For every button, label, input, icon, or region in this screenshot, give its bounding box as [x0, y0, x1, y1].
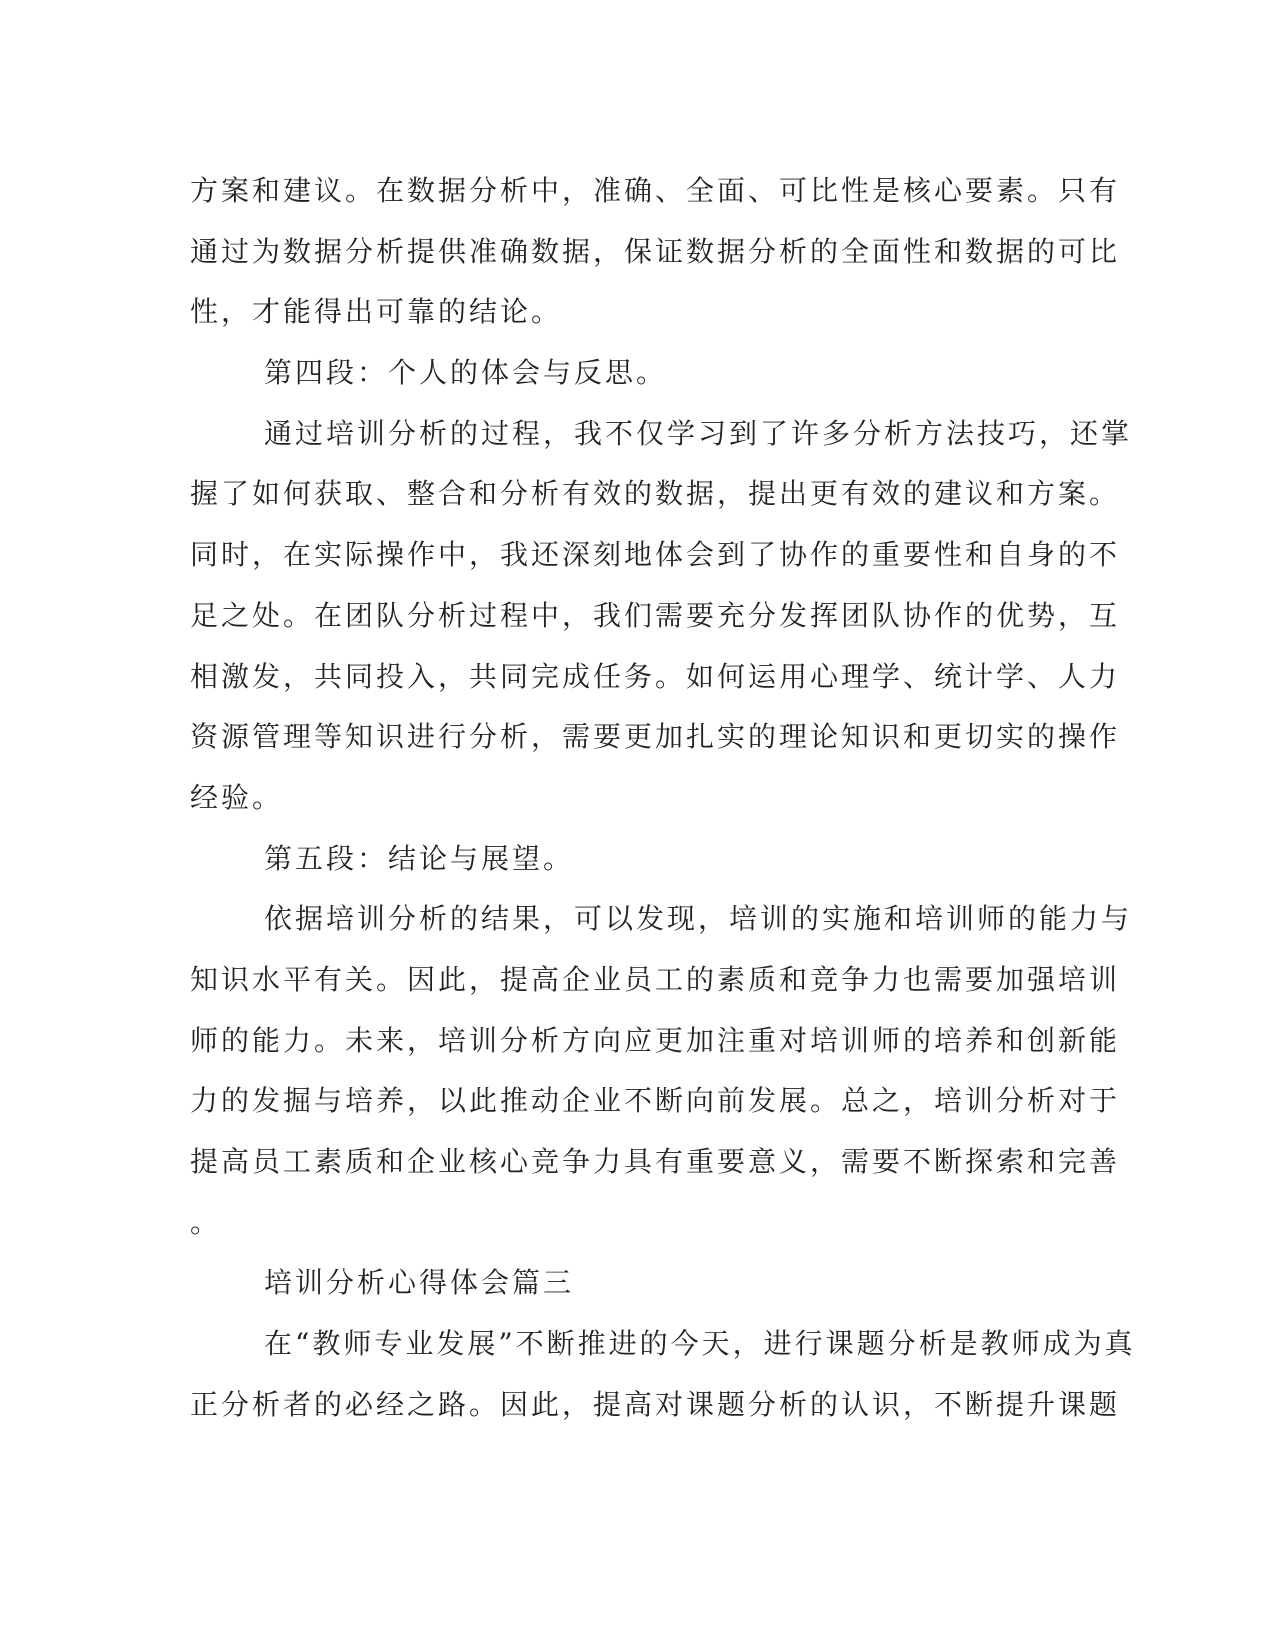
- article-title: 培训分析心得体会篇三: [264, 1266, 575, 1300]
- text-line: 提高员工素质和企业核心竞争力具有重要意义，需要不断探索和完善: [190, 1145, 1121, 1178]
- text-line: 力的发掘与培养，以此推动企业不断向前发展。总之，培训分析对于: [190, 1084, 1121, 1118]
- text-line: 正分析者的必经之路。因此，提高对课题分析的认识，不断提升课题: [190, 1387, 1121, 1421]
- text-line: 足之处。在团队分析过程中，我们需要充分发挥团队协作的优势，互: [190, 598, 1121, 632]
- text-line: 在“教师专业发展”不断推进的今天，进行课题分析是教师成为真: [264, 1327, 1136, 1361]
- text-line: 相激发，共同投入，共同完成任务。如何运用心理学、统计学、人力: [190, 659, 1121, 693]
- text-line: 通过为数据分析提供准确数据，保证数据分析的全面性和数据的可比: [190, 234, 1121, 268]
- text-line: 性，才能得出可靠的结论。: [190, 295, 563, 329]
- text-line: 资源管理等知识进行分析，需要更加扎实的理论知识和更切实的操作: [190, 720, 1121, 754]
- text-line: 通过培训分析的过程，我不仅学习到了许多分析方法技巧，还掌: [264, 416, 1133, 450]
- body-text: [190, 161, 1136, 1435]
- text-line: 同时，在实际操作中，我还深刻地体会到了协作的重要性和自身的不: [190, 538, 1121, 572]
- text-line: 知识水平有关。因此，提高企业员工的素质和竞争力也需要加强培训: [190, 962, 1121, 996]
- text-line: 握了如何获取、整合和分析有效的数据，提出更有效的建议和方案。: [190, 477, 1121, 511]
- text-line: 师的能力。未来，培训分析方向应更加注重对培训师的培养和创新能: [190, 1023, 1121, 1057]
- section-heading: 第五段：结论与展望。: [264, 841, 575, 875]
- text-line: 。: [190, 1205, 222, 1239]
- text-line: 方案和建议。在数据分析中，准确、全面、可比性是核心要素。只有: [190, 174, 1121, 207]
- text-line: 经验。: [190, 780, 284, 814]
- section-heading: 第四段：个人的体会与反思。: [264, 356, 668, 390]
- text-line: 依据培训分析的结果，可以发现，培训的实施和培训师的能力与: [264, 902, 1133, 936]
